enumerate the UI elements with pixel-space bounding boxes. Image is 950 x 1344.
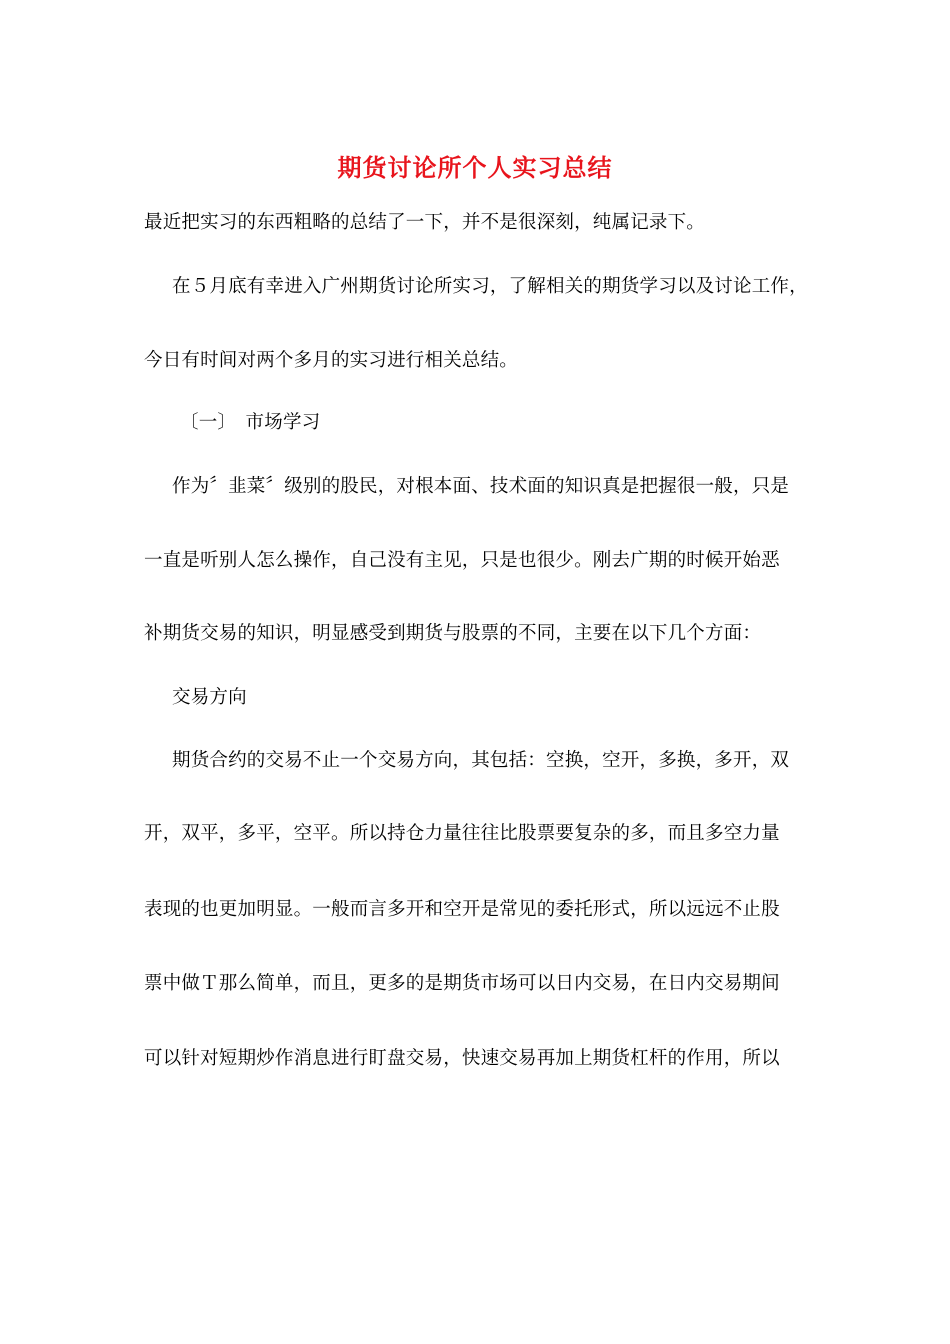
paragraph-line-6: 一直是听别人怎么操作，自己没有主见，只是也很少。刚去广期的时候开始恶 (144, 550, 780, 571)
paragraph-line-12: 票中做Ｔ那么简单，而且，更多的是期货市场可以日内交易，在日内交易期间 (144, 973, 780, 994)
section-heading: 〔一〕 市场学习 (180, 412, 321, 433)
paragraph-line-3: 今日有时间对两个多月的实习进行相关总结。 (144, 350, 519, 371)
paragraph-line-9: 期货合约的交易不止一个交易方向，其包括：空换，空开，多换，多开，双 (172, 750, 790, 771)
paragraph-line-1: 最近把实习的东西粗略的总结了一下，并不是很深刻，纯属记录下。 (144, 212, 706, 233)
subheading-trade-direction: 交易方向 (172, 687, 247, 708)
paragraph-line-13: 可以针对短期炒作消息进行盯盘交易，快速交易再加上期货杠杆的作用，所以 (144, 1048, 780, 1069)
paragraph-line-5: 作为〞韭菜〞级别的股民，对根本面、技术面的知识真是把握很一般，只是 (172, 476, 790, 497)
paragraph-line-11: 表现的也更加明显。一般而言多开和空开是常见的委托形式，所以远远不止股 (144, 899, 780, 920)
paragraph-line-2: 在５月底有幸进入广州期货讨论所实习，了解相关的期货学习以及讨论工作， (172, 276, 808, 297)
paragraph-line-7: 补期货交易的知识，明显感受到期货与股票的不同，主要在以下几个方面： (144, 623, 762, 644)
document-title: 期货讨论所个人实习总结 (337, 153, 613, 182)
paragraph-line-10: 开，双平，多平，空平。所以持仓力量往往比股票要复杂的多，而且多空力量 (144, 823, 780, 844)
